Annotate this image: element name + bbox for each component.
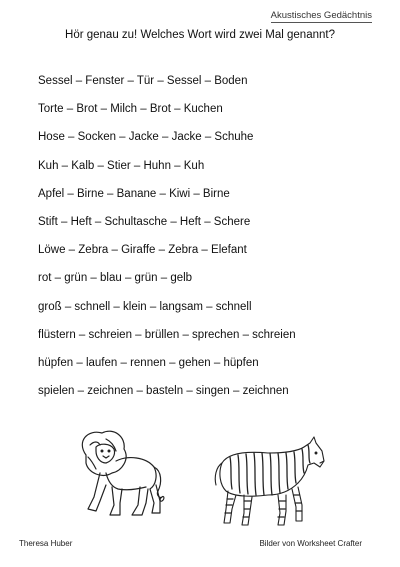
word-list: [38, 74, 296, 412]
word-row: hüpfen – laufen – rennen – gehen – hüpfen: [38, 356, 259, 369]
image-credits: Bilder von Worksheet Crafter: [259, 539, 362, 548]
word-row: rot – grün – blau – grün – gelb: [38, 272, 193, 285]
word-row: Apfel – Birne – Banane – Kiwi – Birne: [38, 187, 230, 200]
word-row: Stift – Heft – Schultasche – Heft – Schere: [38, 215, 251, 228]
zebra-illustration: [208, 433, 328, 533]
illustrations: [0, 425, 400, 525]
word-row: Sessel – Fenster – Tür – Sessel – Boden: [38, 75, 248, 87]
instruction-text: Hör genau zu! Welches Wort wird zwei Mal genannt?: [65, 29, 335, 41]
word-row: Torte – Brot – Milch – Brot – Kuchen: [38, 103, 223, 116]
author-name: Theresa Huber: [19, 539, 73, 548]
word-row: spielen – zeichnen – basteln – singen – zeichnen: [38, 385, 289, 398]
word-row: Hose – Socken – Jacke – Jacke – Schuhe: [38, 131, 254, 144]
word-row: Löwe – Zebra – Giraffe – Zebra – Elefant: [38, 244, 247, 257]
lion-illustration: [66, 425, 166, 525]
word-row: flüstern – schreien – brüllen – sprechen – schreien: [38, 328, 296, 341]
worksheet-topic: Akustisches Gedächtnis: [270, 10, 372, 21]
word-row: groß – schnell – klein – langsam – schnell: [38, 300, 252, 313]
word-row: Kuh – Kalb – Stier – Huhn – Kuh: [38, 159, 205, 172]
